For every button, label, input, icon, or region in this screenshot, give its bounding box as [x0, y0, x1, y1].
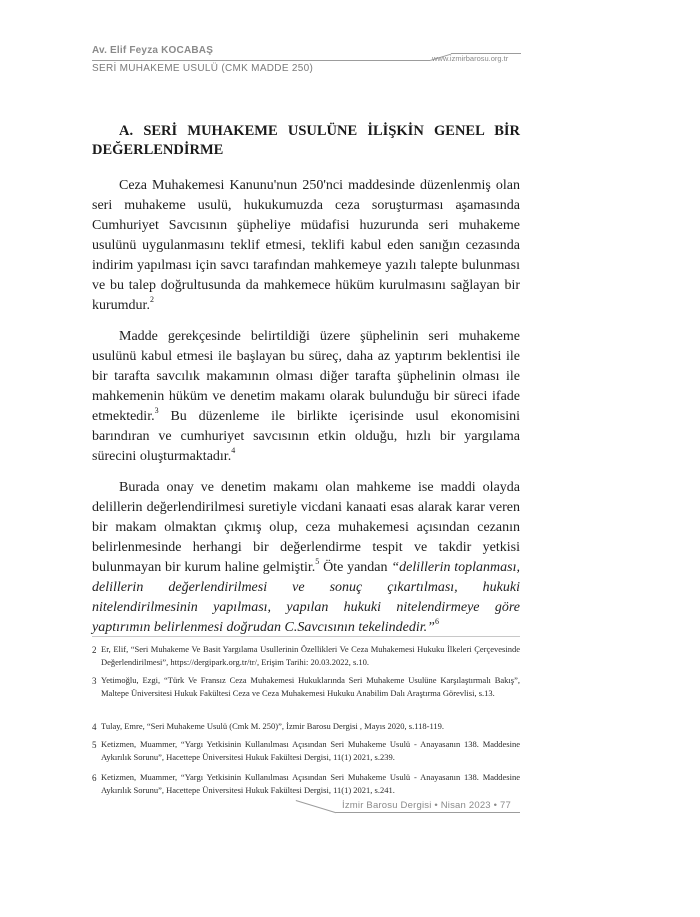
footer-journal-page: İzmir Barosu Dergisi • Nisan 2023 • 77 — [342, 800, 511, 811]
footnote-2 — [92, 643, 520, 669]
footnote-5 — [92, 738, 520, 764]
footnote-text: Ketizmen, Muammer, “Yargı Yetkisinin Kullanılması Açısından Seri Muhakeme Usulü - Anayasanın 138. Maddesine Aykırılık Sorunu”, Hacettepe Üniversitesi Hukuk Fakültesi Dergisi, 11(1) 2021, s.241. — [101, 772, 520, 795]
footnote-ref-6: 6 — [434, 617, 439, 627]
header-author: Av. Elif Feyza KOCABAŞ — [92, 45, 214, 56]
footnote-ref-3: 3 — [154, 406, 159, 416]
footnote-number: 5 — [92, 740, 97, 750]
footnote-text: Er, Elif, “Seri Muhakeme Ve Basit Yargılama Usullerinin Özellikleri Ve Ceza Muhakemesi Hukuku İlkeleri Çerçevesinde Değerlendirilmesi”, https://dergipark.org.tr/tr/, Erişim Tarihi: 20.03.2022, s.10. — [101, 644, 520, 667]
paragraph-3 — [92, 478, 520, 638]
footnote-ref-4: 4 — [231, 446, 236, 456]
paragraph-2 — [92, 327, 520, 467]
footnote-text: Yetimoğlu, Ezgi, “Türk Ve Fransız Ceza Muhakemesi Hukuklarında Seri Muhakeme Usulüne Karşılaştırmalı Bakış”, Maltepe Üniversitesi Hukuk Fakültesi Ceza ve Ceza Muhakemesi Hukuku Anabilim Dalı Araştırma Görevlisi, s.13. — [101, 675, 520, 698]
paragraph-1 — [92, 176, 520, 316]
footer-rule — [336, 812, 520, 813]
footnote-ref-5: 5 — [315, 557, 320, 567]
footnote-number: 6 — [92, 773, 97, 783]
header-subtitle: SERİ MUHAKEME USULÜ (CMK MADDE 250) — [92, 63, 314, 74]
footer-rule-slant — [296, 800, 336, 813]
paragraph-3-text-a: Burada onay ve denetim makamı olan mahkeme ise maddi olayda delillerin değerlendirilmesi suretiyle vicdani kanaati esas alarak karar veren bir makam olmaktan çıkmış olup, ceza muhakemesi açısından cezanın belirlenmesinde herhangi bir değerlendirme tespit ve takdir yetkisi bulunmayan bir kurum haline gelmiştir. — [92, 480, 520, 575]
section-heading: A. SERİ MUHAKEME USULÜNE İLİŞKİN GENEL BİR DEĞERLENDİRME — [92, 123, 520, 158]
footnote-3 — [92, 674, 520, 700]
footnote-4 — [92, 720, 520, 733]
footnote-separator — [92, 636, 520, 637]
header-rule — [92, 60, 430, 61]
footnote-number: 2 — [92, 645, 97, 655]
footnote-number: 3 — [92, 676, 97, 686]
paragraph-2-text-a: Madde gerekçesinde belirtildiği üzere şüphelinin seri muhakeme usulünü kabul etmesi ile başlayan bu süreç, daha az yaptırım beklentisi ile bir tarafta savcılık makamının olması diğer tarafta şüphelinin olması ile mahkemenin hüküm ve denetim makamı olarak bulunduğu bir süreci ifade etmektedir. — [92, 329, 520, 424]
paragraph-3-text-b: Öte yandan — [319, 560, 392, 575]
paragraph-1-text: Ceza Muhakemesi Kanunu'nun 250'nci maddesinde düzenlenmiş olan seri muhakeme usulü, hukukumuzda ceza soruşturması aşamasında Cumhuriyet Savcısının şüpheliye müdafisi huzurunda seri muhakeme usulünü uygulanmasını teklif etmesi, teklifi kabul eden sanığın cezasında indirim yapılması için savcı tarafından mahkemeye yazılı talepte bulunması ve bu talep doğrultusunda da mahkemece hüküm kurulmasını sağlayan bir kurumdur. — [92, 178, 520, 313]
footnote-ref-2: 2 — [149, 295, 154, 305]
paragraph-3-quote: “delillerin toplanması, delillerin değerlendirilmesi ve sonuç çıkartılması, hukuki nitelendirilmesinin yapılması, yapılan hukuki nitelendirmeye göre yaptırımın belirlenmesi doğrudan C.Savcısının tekelindedir.” — [92, 560, 520, 635]
paragraph-2-text-b: Bu düzenleme ile birlikte içerisinde usul ekonomisini barındıran ve cumhuriyet savcısının etkin olduğu, hızlı bir yargılama sürecini oluşturmaktadır. — [92, 409, 520, 464]
footnote-6 — [92, 771, 520, 797]
footnote-number: 4 — [92, 722, 97, 732]
header-url: www.izmirbarosu.org.tr — [432, 54, 509, 63]
footnote-text: Ketizmen, Muammer, “Yargı Yetkisinin Kullanılması Açısından Seri Muhakeme Usulü - Anayasanın 138. Maddesine Aykırılık Sorunu”, Hacettepe Üniversitesi Hukuk Fakültesi Dergisi, 11(1) 2021, s.239. — [101, 739, 520, 762]
footnote-text: Tulay, Emre, “Seri Muhakeme Usulü (Cmk M. 250)”, İzmir Barosu Dergisi , Mayıs 2020, s.118-119. — [101, 721, 445, 731]
